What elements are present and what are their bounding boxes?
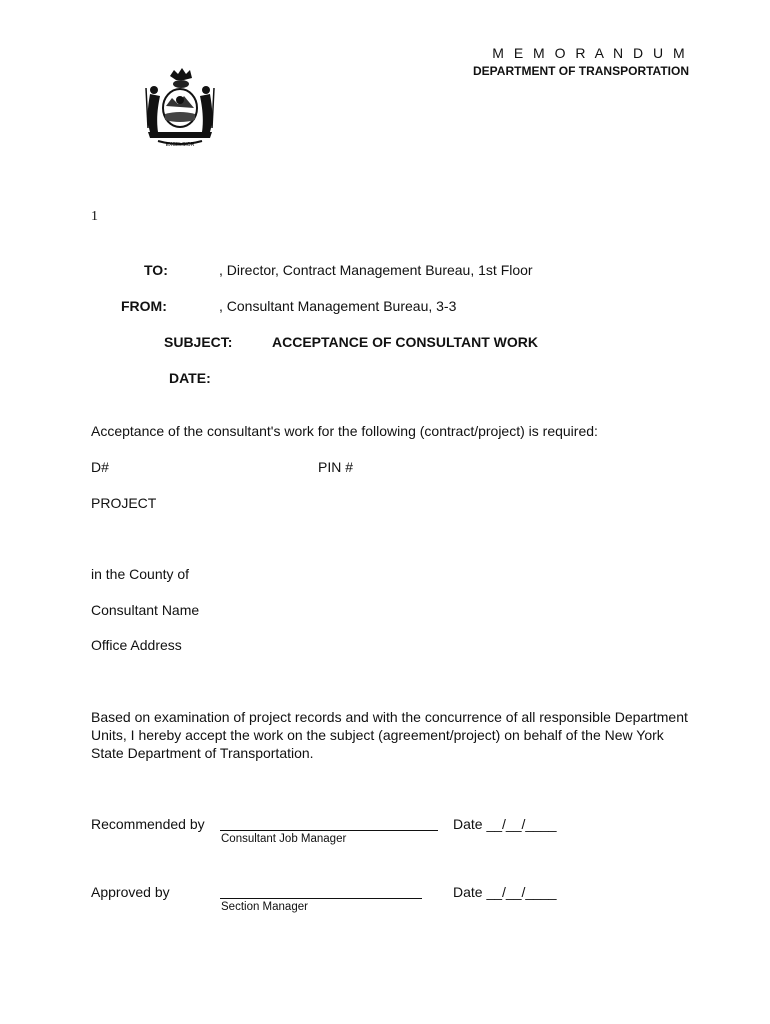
approved-by-label: Approved by <box>91 884 170 900</box>
consultant-name-label: Consultant Name <box>91 602 200 618</box>
subject-label: SUBJECT: <box>164 334 233 350</box>
seal-motto: EXCELSIOR <box>165 142 195 148</box>
county-label: in the County of <box>91 566 190 582</box>
project-label: PROJECT <box>91 495 157 511</box>
d-number-label: D# <box>91 459 109 475</box>
from-value: , Consultant Management Bureau, 3-3 <box>219 298 457 314</box>
recommended-signature-line[interactable] <box>220 830 438 831</box>
recommended-role: Consultant Job Manager <box>221 833 347 845</box>
date-label: DATE: <box>169 370 211 386</box>
approved-role: Section Manager <box>221 901 308 913</box>
intro-text: Acceptance of the consultant's work for the following (contract/project) is required: <box>91 423 598 439</box>
memorandum-title: M E M O R A N D U M <box>492 45 688 61</box>
department-name: DEPARTMENT OF TRANSPORTATION <box>473 64 689 78</box>
from-label: FROM: <box>121 298 167 314</box>
page-number: 1 <box>91 209 98 224</box>
subject-value: ACCEPTANCE OF CONSULTANT WORK <box>272 334 538 350</box>
to-label: TO: <box>144 262 168 278</box>
state-seal-icon <box>140 66 220 148</box>
acceptance-paragraph: Based on examination of project records and with the concurrence of all responsible Department Units, I hereby accept the work on the subject (agreement/project) on behalf of the New York State Department of Transportation. <box>91 709 688 761</box>
recommended-date[interactable]: Date __/__/____ <box>453 816 557 832</box>
approved-date[interactable]: Date __/__/____ <box>453 884 557 900</box>
office-address-label: Office Address <box>91 637 182 653</box>
to-value: , Director, Contract Management Bureau, 1st Floor <box>219 262 533 278</box>
recommended-by-label: Recommended by <box>91 816 205 832</box>
approved-signature-line[interactable] <box>220 898 422 899</box>
pin-label: PIN # <box>318 459 354 475</box>
